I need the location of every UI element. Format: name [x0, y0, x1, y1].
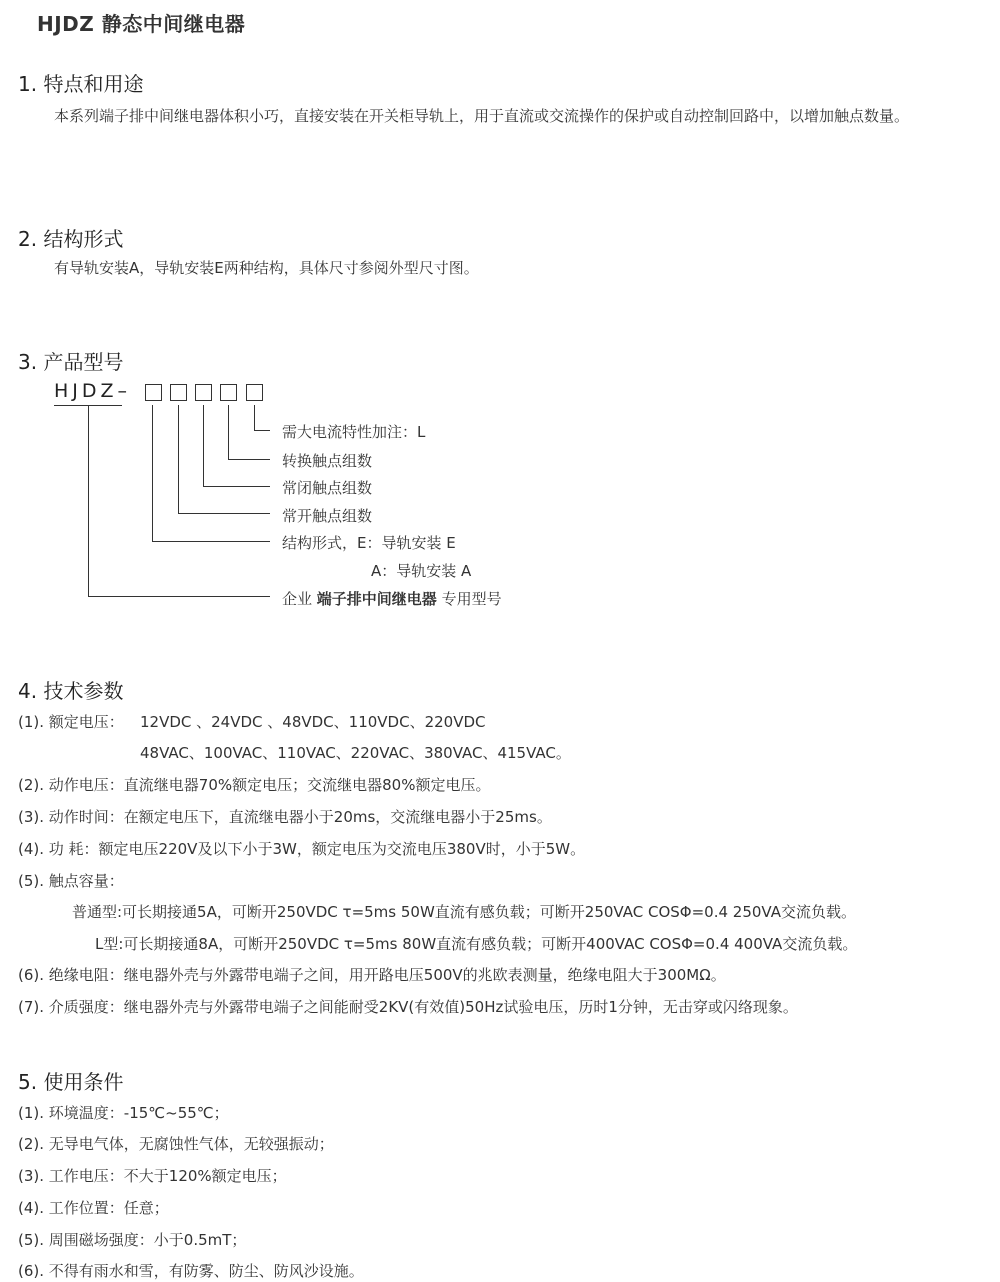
label-no-contacts: 常开触点组数 [282, 507, 373, 525]
connector-line-4 [228, 405, 229, 460]
code-box-2 [170, 384, 187, 401]
label-structure-a: A：导轨安装 A [371, 562, 472, 580]
label-enterprise-model: 企业 端子排中间继电器 专用型号 [282, 590, 502, 608]
connector-line-5-h [254, 430, 270, 431]
section-1-heading: 1. 特点和用途 [18, 72, 144, 96]
param-rated-voltage-dc: 12VDC 、24VDC 、48VDC、110VDC、220VDC [140, 713, 486, 731]
condition-item: (4). 工作位置：任意； [18, 1199, 169, 1217]
condition-item: (3). 工作电压：不大于120%额定电压； [18, 1167, 287, 1185]
section-2-heading: 2. 结构形式 [18, 227, 124, 251]
param-contact-capacity: (5). 触点容量： [18, 872, 124, 890]
connector-line-1 [152, 405, 153, 542]
section-1-text: 本系列端子排中间继电器体积小巧，直接安装在开关柜导轨上，用于直流或交流操作的保护或自动控制回路中，以增加触点数量。 [54, 107, 910, 125]
section-3-heading: 3. 产品型号 [18, 350, 124, 374]
section-2-text: 有导轨安装A，导轨安装E两种结构，具体尺寸参阅外型尺寸图。 [54, 259, 479, 277]
param-insulation-resistance: (6). 绝缘电阻：继电器外壳与外露带电端子之间，用开路电压500V的兆欧表测量，绝缘电阻大于300MΩ。 [18, 966, 726, 984]
label-nc-contacts: 常闭触点组数 [282, 479, 373, 497]
code-box-4 [220, 384, 237, 401]
model-code-prefix: HJDZ– [54, 380, 132, 402]
connector-line-prefix-h [88, 596, 270, 597]
section-5-heading: 5. 使用条件 [18, 1070, 124, 1094]
page-title: HJDZ 静态中间继电器 [37, 12, 246, 36]
label-changeover-contacts: 转换触点组数 [282, 452, 373, 470]
connector-line-3-h [203, 486, 270, 487]
connector-line-5 [254, 405, 255, 431]
connector-line-prefix [88, 405, 89, 597]
label-structure-e: 结构形式，E：导轨安装 E [282, 534, 456, 552]
connector-line-2 [178, 405, 179, 514]
condition-item: (6). 不得有雨水和雪，有防雾、防尘、防风沙设施。 [18, 1262, 364, 1280]
param-operate-time: (3). 动作时间：在额定电压下，直流继电器小于20ms，交流继电器小于25ms。 [18, 808, 552, 826]
param-operate-voltage: (2). 动作电压：直流继电器70%额定电压；交流继电器80%额定电压。 [18, 776, 491, 794]
connector-line-1-h [152, 541, 270, 542]
param-rated-voltage-ac: 48VAC、100VAC、110VAC、220VAC、380VAC、415VAC。 [140, 744, 571, 762]
param-contact-l-type: L型:可长期接通8A，可断开250VDC τ=5ms 80W直流有感负载；可断开400VAC COSΦ=0.4 400VA交流负载。 [95, 935, 858, 953]
param-contact-normal: 普通型:可长期接通5A，可断开250VDC τ=5ms 50W直流有感负载；可断开250VAC COSΦ=0.4 250VA交流负载。 [72, 903, 856, 921]
connector-line-3 [203, 405, 204, 487]
param-rated-voltage-label: (1). 额定电压： [18, 713, 124, 731]
condition-item: (2). 无导电气体，无腐蚀性气体，无较强振动； [18, 1135, 334, 1153]
param-dielectric-strength: (7). 介质强度：继电器外壳与外露带电端子之间能耐受2KV(有效值)50Hz试验电压，历时1分钟，无击穿或闪络现象。 [18, 998, 798, 1016]
connector-line-2-h [178, 513, 270, 514]
connector-line-4-h [228, 459, 270, 460]
param-power-consumption: (4). 功 耗：额定电压220V及以下小于3W，额定电压为交流电压380V时，小于5W。 [18, 840, 586, 858]
code-box-3 [195, 384, 212, 401]
condition-item: (1). 环境温度：-15℃~55℃； [18, 1104, 229, 1122]
code-box-5 [246, 384, 263, 401]
code-box-1 [145, 384, 162, 401]
condition-item: (5). 周围磁场强度：小于0.5mT； [18, 1231, 247, 1249]
section-4-heading: 4. 技术参数 [18, 679, 124, 703]
label-high-current: 需大电流特性加注：L [282, 423, 426, 441]
